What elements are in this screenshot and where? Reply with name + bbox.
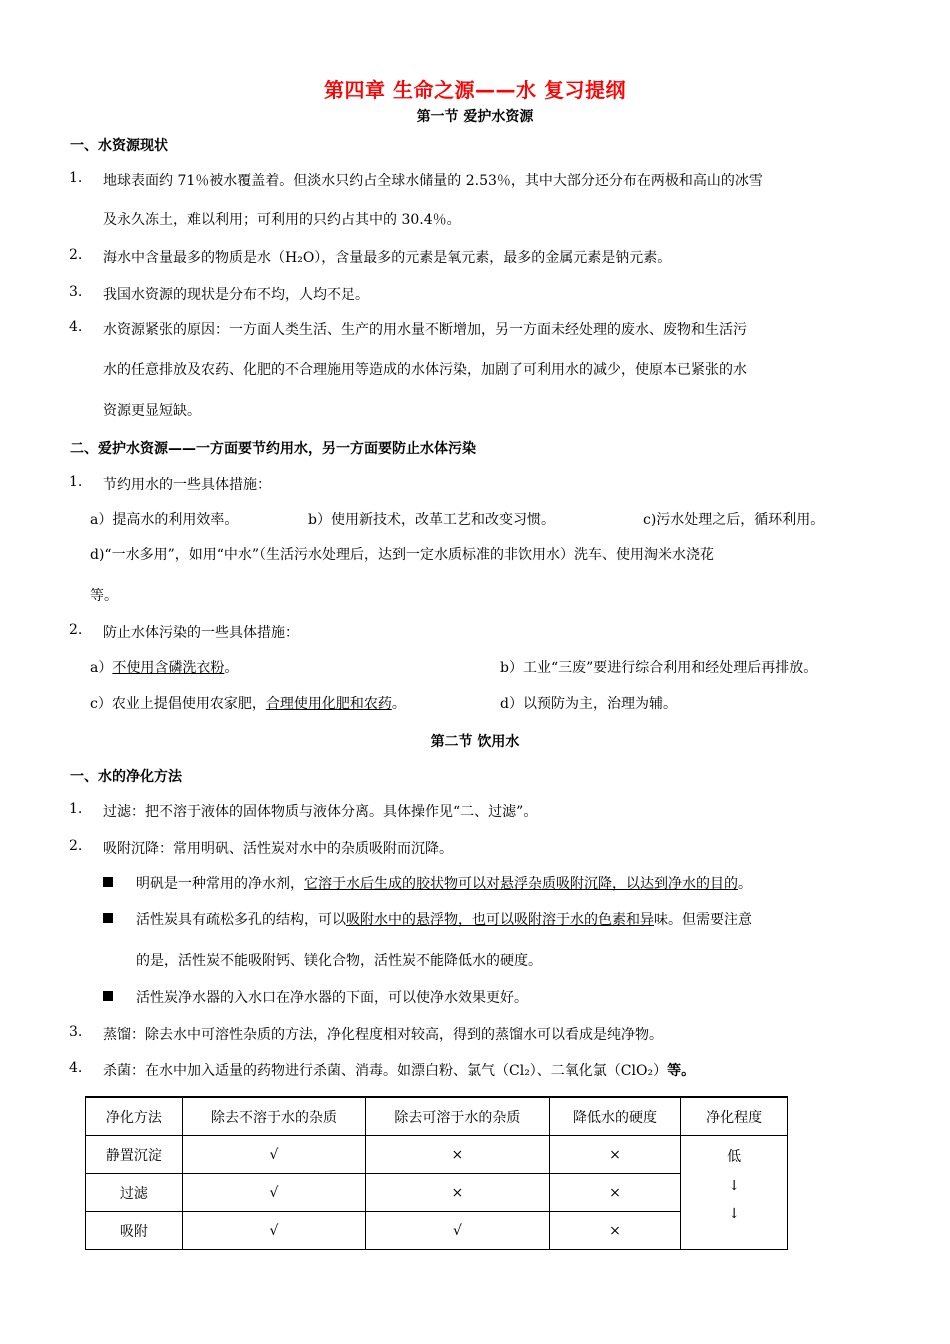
item-number: 1. bbox=[69, 474, 83, 490]
text-span: 明矾是一种常用的净水剂， bbox=[136, 876, 304, 892]
text-span: 。 bbox=[391, 696, 406, 712]
text-span: 。 bbox=[224, 660, 239, 676]
table-cell: × bbox=[549, 1212, 681, 1250]
table-cell: √ bbox=[182, 1174, 365, 1212]
chapter-title: 第四章 生命之源——水 复习提纲 bbox=[324, 78, 626, 102]
pollution-measure-c bbox=[90, 693, 406, 713]
section2-title: 第二节 饮用水 bbox=[430, 734, 520, 750]
paragraph-line: 吸附沉降：常用明矾、活性炭对水中的杂质吸附而沉降。 bbox=[103, 841, 453, 857]
bullet-text bbox=[136, 873, 752, 893]
square-bullet-icon bbox=[103, 991, 113, 1001]
paragraph-line: 水资源紧张的原因：一方面人类生活、生产的用水量不断增加，另一方面未经处理的废水、废物和生活污 bbox=[103, 322, 747, 338]
purification-table bbox=[85, 1096, 788, 1250]
table-cell: × bbox=[366, 1136, 549, 1174]
paragraph-line: 我国水资源的现状是分布不均，人均不足。 bbox=[103, 287, 369, 303]
table-header-cell: 除去不溶于水的杂质 bbox=[182, 1097, 365, 1136]
text-span: c）农业上提倡使用农家肥， bbox=[90, 696, 266, 712]
table-header-cell: 降低水的硬度 bbox=[549, 1097, 681, 1136]
item-number: 2. bbox=[69, 838, 83, 854]
pollution-measure-b: b）工业“三废”要进行综合利用和经处理后再排放。 bbox=[500, 660, 818, 676]
table-cell: √ bbox=[182, 1136, 365, 1174]
pollution-measure-d: d）以预防为主，治理为辅。 bbox=[500, 696, 677, 712]
underlined-text: 合理使用化肥和农药 bbox=[265, 696, 392, 712]
item-number: 2. bbox=[69, 247, 83, 263]
text-span: 。 bbox=[738, 876, 752, 892]
measure-d: d)“一水多用”，如用“中水”（生活污水处理后，达到一定水质标准的非饮用水）洗车、使用淘米水浇花 bbox=[90, 547, 715, 563]
section1-title: 第一节 爱护水资源 bbox=[416, 109, 534, 125]
table-header-cell: 净化方法 bbox=[86, 1097, 183, 1136]
item-number: 4. bbox=[69, 319, 83, 335]
part2-heading: 二、爱护水资源——一方面要节约用水，另一方面要防止水体污染 bbox=[70, 441, 476, 457]
table-row bbox=[86, 1136, 788, 1174]
purification-degree-cell bbox=[681, 1136, 788, 1250]
paragraph-line: 地球表面约 71％被水覆盖着。但淡水只约占全球水储量的 2.53％，其中大部分还分布在两极和高山的冰雪 bbox=[103, 173, 763, 189]
table-cell: 静置沉淀 bbox=[86, 1136, 183, 1174]
square-bullet-icon bbox=[103, 877, 113, 887]
table-cell: √ bbox=[182, 1212, 365, 1250]
text-span: 活性炭具有疏松多孔的结构，可以 bbox=[136, 912, 346, 928]
table-cell: √ bbox=[366, 1212, 549, 1250]
table-header-row bbox=[86, 1097, 788, 1136]
table-cell: × bbox=[549, 1174, 681, 1212]
degree-low-label: 低 bbox=[727, 1149, 742, 1165]
item-number: 3. bbox=[69, 1024, 83, 1040]
bullet-text bbox=[136, 909, 752, 929]
table-header-cell: 净化程度 bbox=[681, 1097, 788, 1136]
paragraph-line: 蒸馏：除去水中可溶性杂质的方法，净化程度相对较高，得到的蒸馏水可以看成是纯净物。 bbox=[103, 1027, 663, 1043]
arrow-down-icon: ↓ bbox=[728, 1206, 740, 1222]
paragraph-line bbox=[103, 1060, 695, 1080]
table-header-cell: 除去可溶于水的杂质 bbox=[366, 1097, 549, 1136]
paragraph-line: 海水中含量最多的物质是水（H₂O），含量最多的元素是氧元素，最多的金属元素是钠元素。 bbox=[103, 250, 672, 266]
square-bullet-icon bbox=[103, 913, 113, 923]
paragraph-line: 水的任意排放及农药、化肥的不合理施用等造成的水体污染，加剧了可利用水的减少，使原本已紧张的水 bbox=[103, 362, 747, 378]
paragraph-line: 资源更显短缺。 bbox=[103, 403, 201, 419]
purification-heading: 一、水的净化方法 bbox=[70, 769, 182, 785]
pollution-measure-a bbox=[90, 657, 238, 677]
item-number: 4. bbox=[69, 1060, 83, 1076]
part1-heading: 一、水资源现状 bbox=[70, 138, 168, 154]
measure-a: a）提高水的利用效率。 bbox=[90, 512, 239, 528]
paragraph-line: 过滤：把不溶于液体的固体物质与液体分离。具体操作见“二、过滤”。 bbox=[103, 804, 538, 820]
text-span: 味。但需要注意 bbox=[654, 912, 752, 928]
arrow-down-icon: ↓ bbox=[728, 1178, 740, 1194]
table-cell: × bbox=[549, 1136, 681, 1174]
text-span: 杀菌：在水中加入适量的药物进行杀菌、消毒。如漂白粉、氯气（Cl₂）、二氧化氯（ClO₂） bbox=[103, 1063, 668, 1079]
paragraph-line: 防止水体污染的一些具体措施： bbox=[103, 625, 299, 641]
measure-b: b）使用新技术，改革工艺和改变习惯。 bbox=[308, 512, 555, 528]
item-number: 3. bbox=[69, 284, 83, 300]
bullet-text: 活性炭净水器的入水口在净水器的下面，可以使净水效果更好。 bbox=[136, 990, 528, 1006]
item-number: 1. bbox=[69, 801, 83, 817]
paragraph-line: 及永久冻土，难以利用；可利用的只约占其中的 30.4％。 bbox=[103, 212, 461, 228]
bullet-text-cont: 的是，活性炭不能吸附钙、镁化合物，活性炭不能降低水的硬度。 bbox=[136, 953, 542, 969]
paragraph-line: 节约用水的一些具体措施： bbox=[103, 477, 271, 493]
table-cell: 过滤 bbox=[86, 1174, 183, 1212]
bold-text: 等。 bbox=[667, 1063, 696, 1079]
measure-c: c)污水处理之后，循环利用。 bbox=[643, 512, 825, 528]
item-number: 1. bbox=[69, 170, 83, 186]
underlined-text: 不使用含磷洗衣粉 bbox=[112, 660, 225, 676]
item-number: 2. bbox=[69, 622, 83, 638]
measure-d-cont: 等。 bbox=[90, 588, 118, 604]
underlined-text: 它溶于水后生成的胶状物可以对悬浮杂质吸附沉降，以达到净水的目的 bbox=[304, 876, 738, 892]
text-span: a） bbox=[90, 660, 113, 676]
table-cell: 吸附 bbox=[86, 1212, 183, 1250]
underlined-text: 吸附水中的悬浮物，也可以吸附溶于水的色素和异 bbox=[346, 912, 654, 928]
table-cell: × bbox=[366, 1174, 549, 1212]
